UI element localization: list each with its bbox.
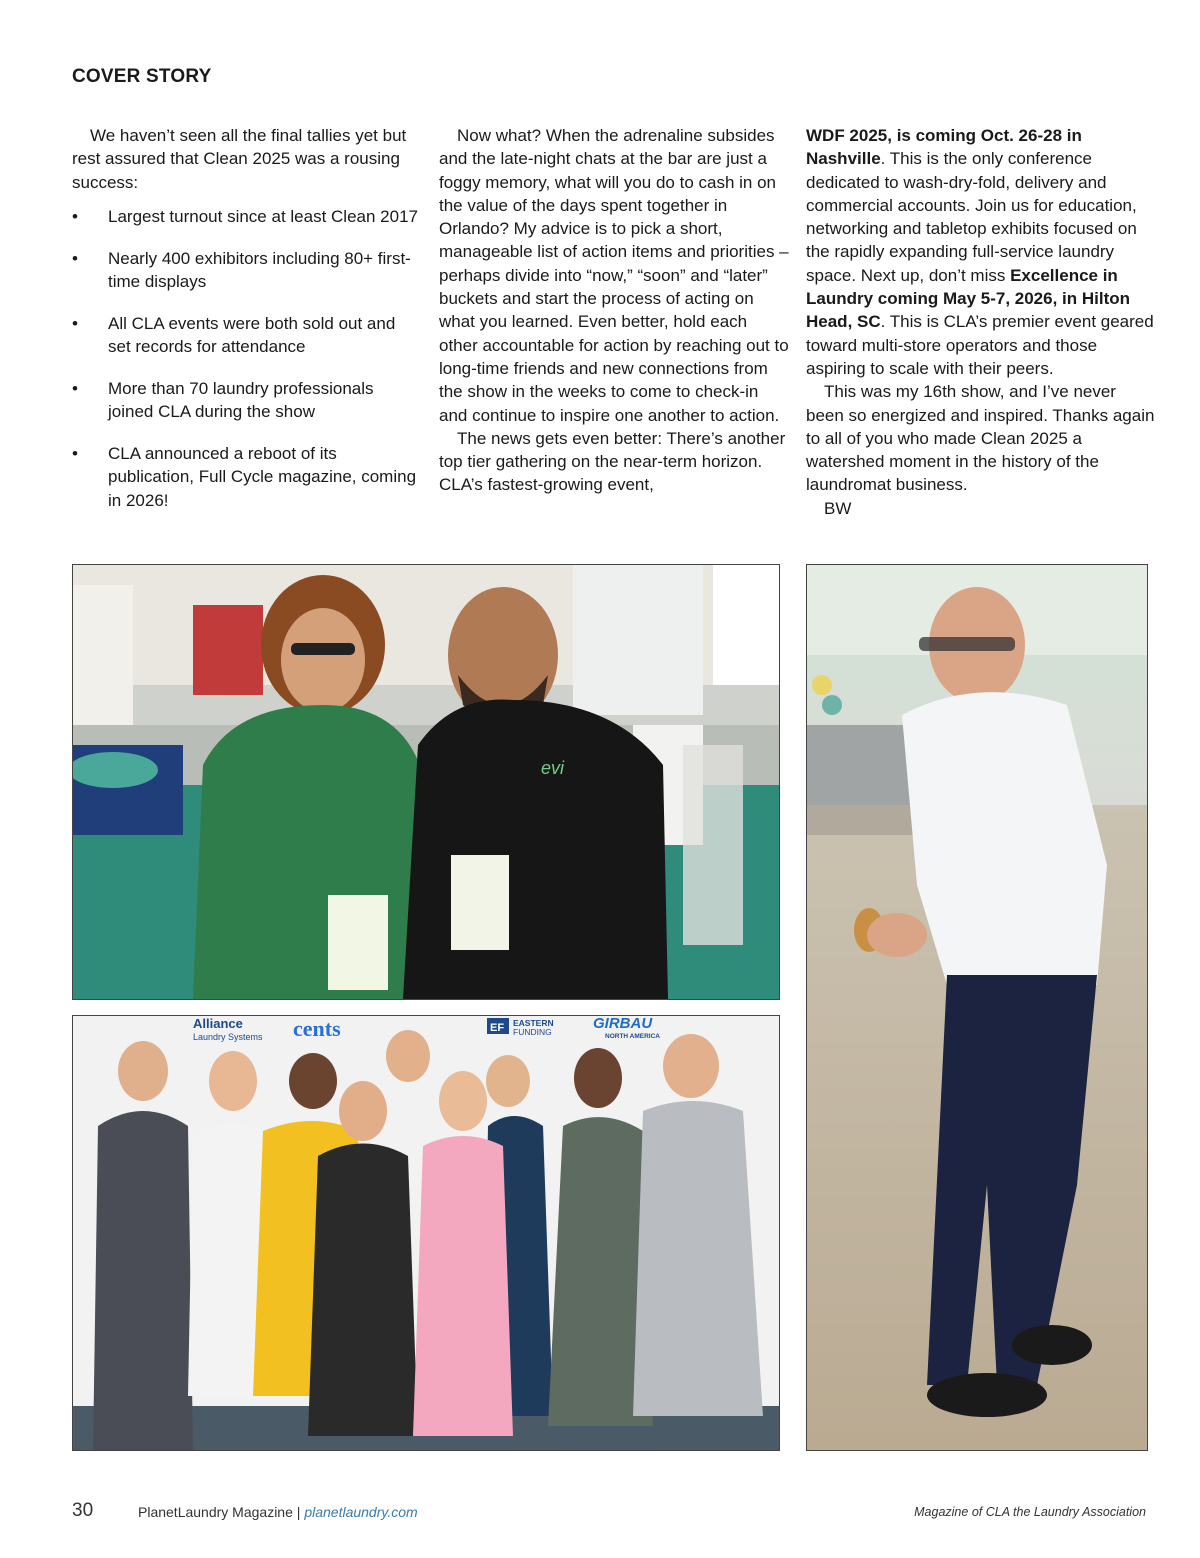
group-photo-image: [73, 1016, 779, 1450]
magazine-credit: [138, 1504, 418, 1520]
backdrop-logo: cents: [293, 1016, 341, 1041]
event-highlight-wdf: WDF 2025, is coming Oct. 26-28 in Nashville: [806, 126, 1082, 169]
list-item-text: Nearly 400 exhibitors including 80+ first-time displays: [108, 248, 411, 291]
column-3: [806, 124, 1156, 520]
magazine-url-link[interactable]: planetlaundry.com: [304, 1504, 418, 1520]
list-item-text: Largest turnout since at least Clean 2017: [108, 206, 418, 226]
column-2: [439, 124, 789, 497]
backdrop-logo: NORTH AMERICA: [605, 1033, 661, 1040]
bullet-icon: •: [72, 313, 78, 333]
backdrop-logo: EASTERN: [513, 1018, 554, 1028]
backdrop-logo: FUNDING: [513, 1027, 552, 1037]
backdrop-logo: GIRBAU: [593, 1016, 653, 1032]
paragraph: WDF 2025, is coming Oct. 26-28 in Nashville. This is the only conference dedicated to wash-dry-fold, delivery and commercial accounts. Join us for education, networking and tabletop exhibits focused on the rapidly expanding full-service laundry space. Next up, don’t miss Excellence in Laundry coming May 5-7, 2026, in Hilton Head, SC. This is CLA’s premier event geared toward multi-store operators and those aspiring to scale with their peers.: [806, 126, 1154, 378]
list-item: [72, 377, 422, 424]
backdrop-logo: Laundry Systems: [193, 1032, 263, 1042]
list-item: [72, 442, 422, 512]
bullet-icon: •: [72, 378, 78, 398]
gala-photo-image: [807, 565, 1147, 1450]
backdrop-logo: Alliance: [193, 1016, 243, 1031]
backdrop-logo: EF: [490, 1022, 505, 1034]
paragraph: The news gets even better: There’s another top tier gathering on the near-term horizon. CLA’s fastest-growing event,: [439, 428, 786, 495]
list-item: [72, 205, 422, 228]
column-1: [72, 124, 422, 530]
trade-show-photo-image: [73, 565, 779, 999]
section-label: COVER STORY: [72, 66, 212, 87]
bullet-icon: •: [72, 248, 78, 268]
list-item: [72, 312, 422, 359]
signoff: BW: [824, 498, 852, 518]
list-item-text: More than 70 laundry professionals joined CLA during the show: [108, 378, 374, 422]
gala-photo: [806, 564, 1148, 1451]
highlights-list: [72, 205, 422, 512]
magazine-name: PlanetLaundry Magazine |: [138, 1504, 305, 1520]
bullet-icon: •: [72, 206, 78, 226]
paragraph: Now what? When the adrenaline subsides and the late-night chats at the bar are just a foggy memory, what will you do to cash in on the value of the days spent together in Orlando? My advice is to pick a short, manageable list of action items and priorities – perhaps divide into “now,” “soon” and “later” buckets and start the process of acting on what you learned. Even better, hold each other accountable for action by reaching out to long-time friends and new connections from the show in the weeks to come to check-in and continue to inspire one another to action.: [439, 126, 789, 425]
list-item-text: All CLA events were both sold out and set records for attendance: [108, 313, 396, 357]
event-highlight-excellence: Excellence in Laundry coming May 5-7, 2026, in Hilton Head, SC: [806, 265, 1131, 332]
intro-paragraph: We haven’t seen all the final tallies yet but rest assured that Clean 2025 was a rousing success:: [72, 126, 407, 192]
shirt-logo: evi: [541, 758, 565, 778]
trade-show-photo: [72, 564, 780, 1000]
magazine-tagline: Magazine of CLA the Laundry Association: [914, 1505, 1146, 1519]
group-photo: [72, 1015, 780, 1451]
paragraph: This was my 16th show, and I’ve never been so energized and inspired. Thanks again to all of you who made Clean 2025 a watershed moment in the history of the laundromat business.: [806, 382, 1155, 495]
list-item-text: CLA announced a reboot of its publication, Full Cycle magazine, coming in 2026!: [108, 443, 417, 510]
page-number: 30: [72, 1500, 94, 1521]
bullet-icon: •: [72, 443, 78, 463]
list-item: [72, 247, 422, 294]
